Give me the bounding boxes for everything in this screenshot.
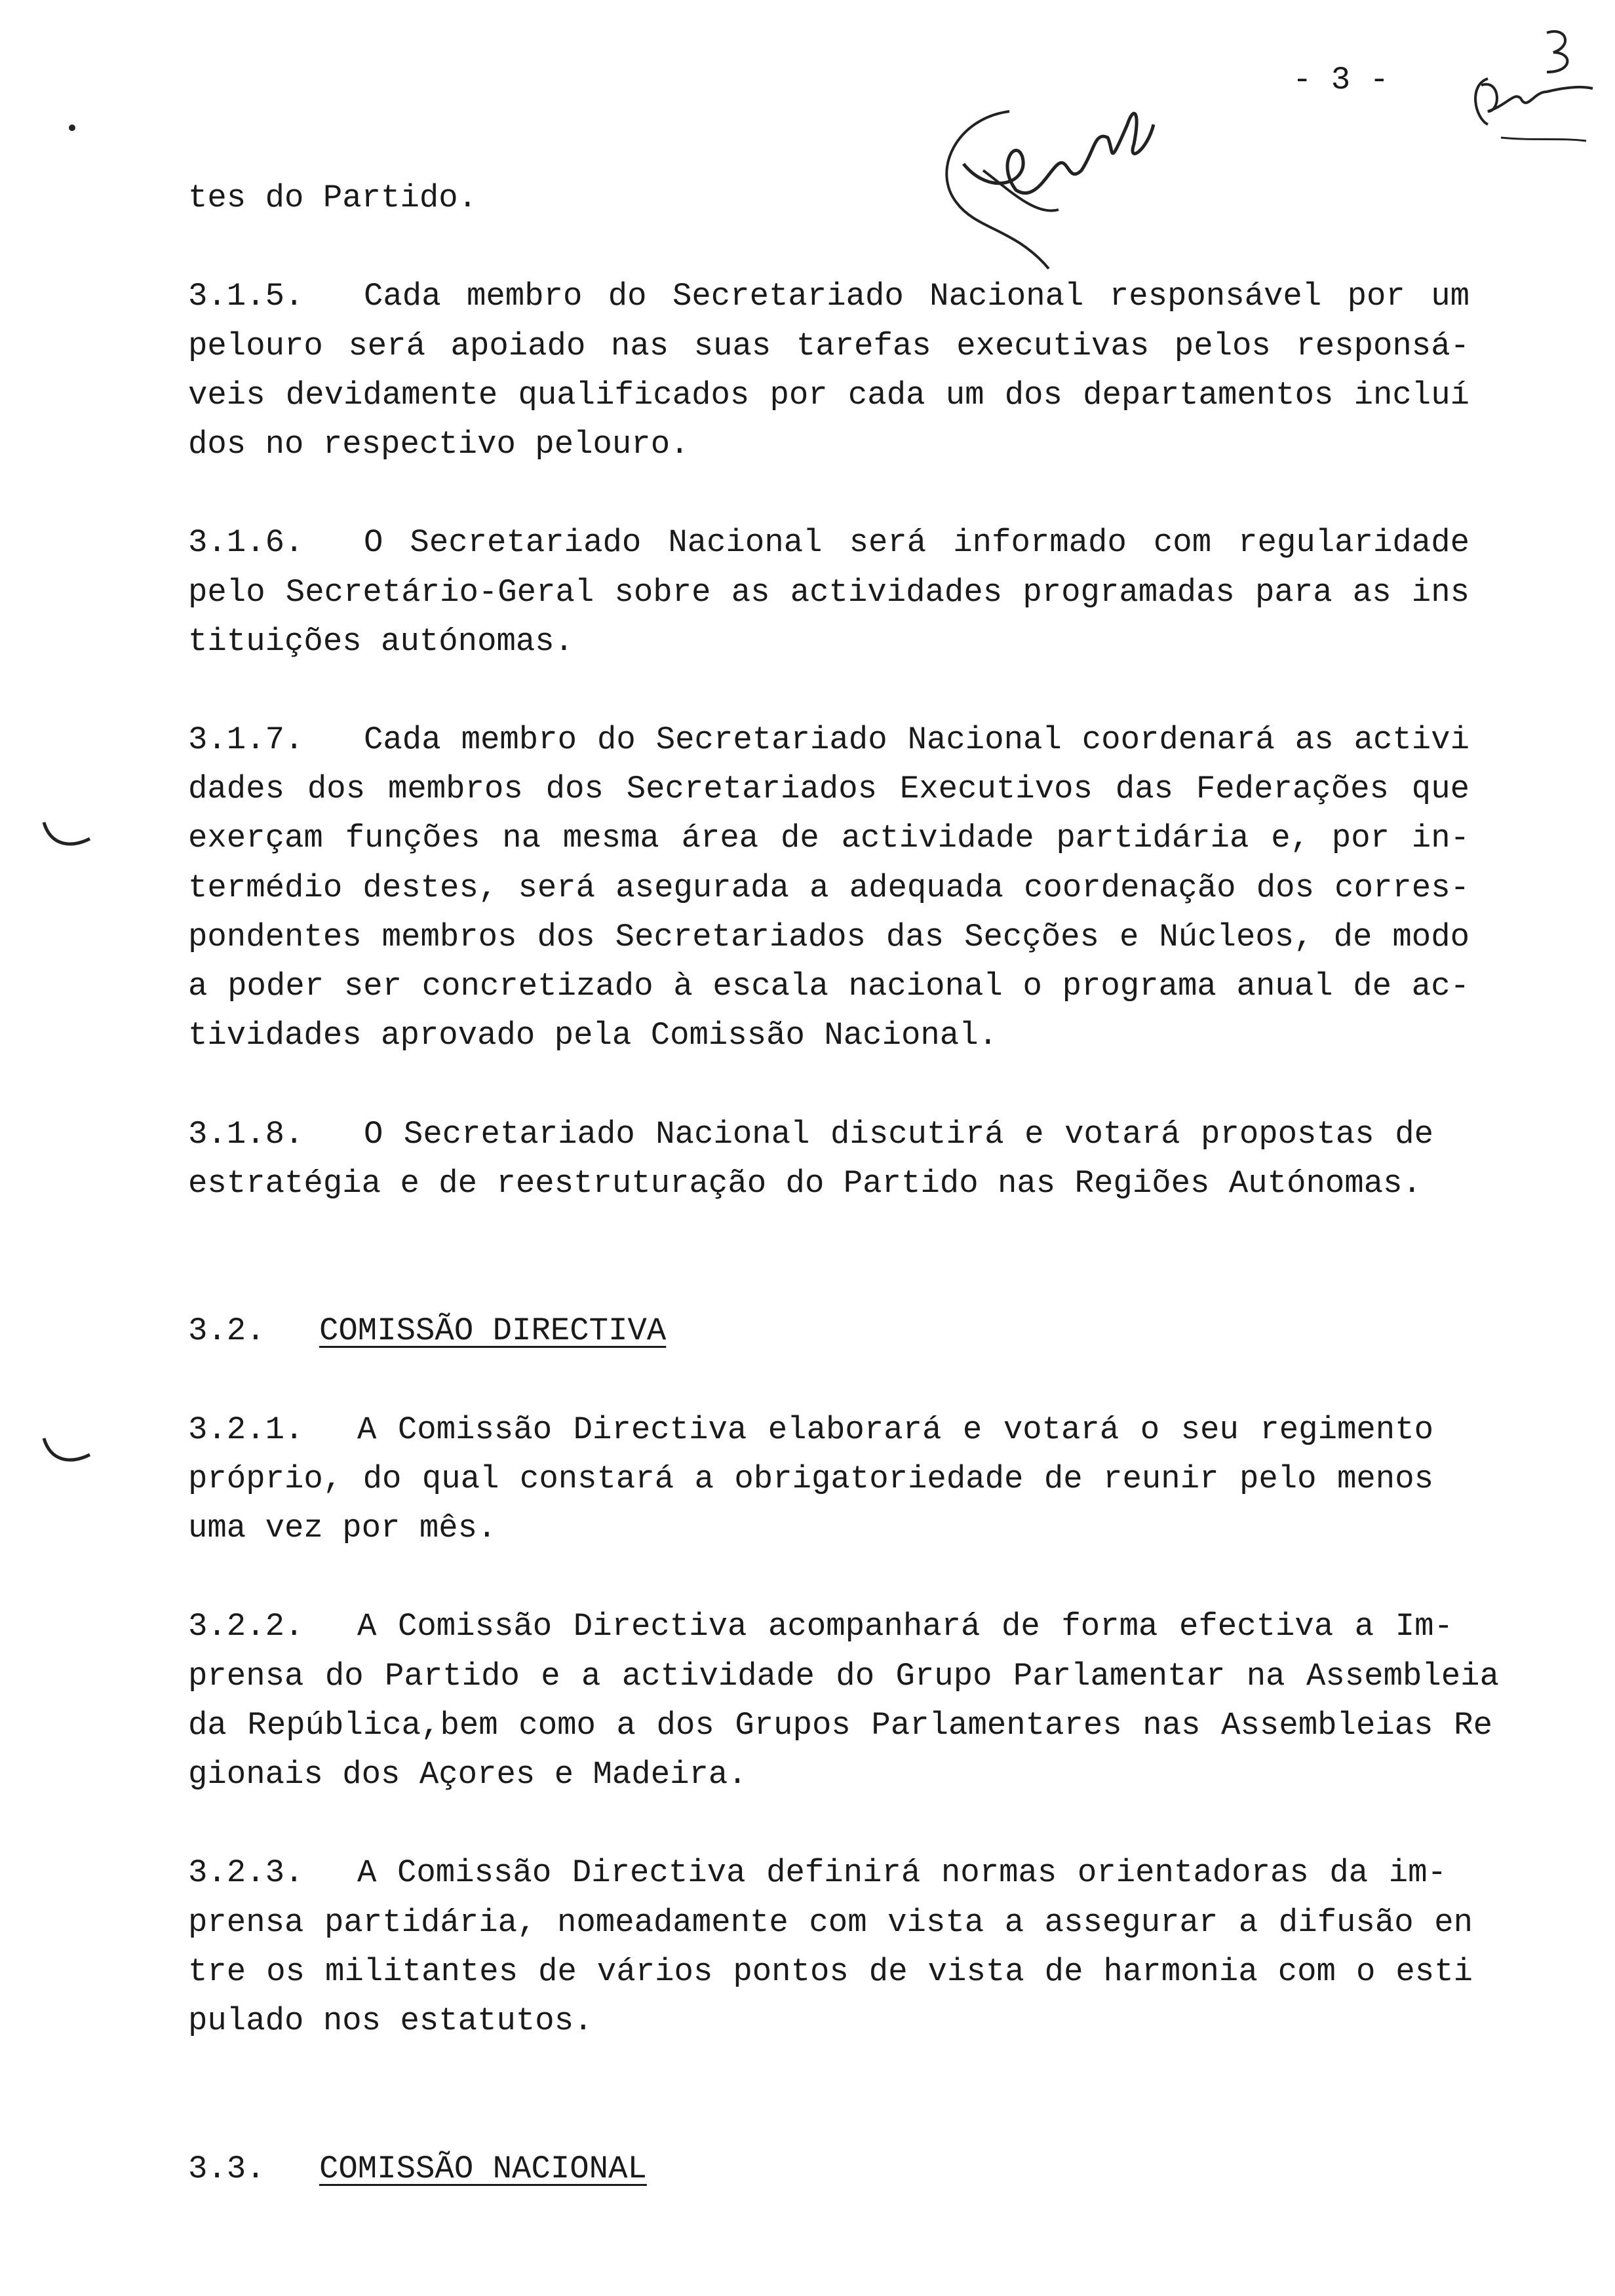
paragraph-3-1-7 <box>188 716 1469 1060</box>
paragraph-line: uma vez por mês. <box>188 1510 497 1547</box>
paragraph-line: tituições autónomas. <box>188 622 574 660</box>
document-body <box>188 174 1499 2194</box>
paragraph-line: pulado nos estatutos. <box>188 2002 593 2039</box>
section-title: COMISSÃO DIRECTIVA <box>319 1312 667 1350</box>
paragraph-line: prensa partidária, nomeadamente com vista a assegurar a difusão en <box>188 1904 1473 1941</box>
paragraph-number: 3.1.5. <box>188 278 304 315</box>
paragraph-3-2-2 <box>188 1602 1499 1799</box>
section-heading-3-2 <box>188 1307 1469 1356</box>
paragraph-number: 3.2.2. <box>188 1608 304 1645</box>
paragraph-line: dades dos membros dos Secretariados Executivos das Federações que <box>188 771 1469 808</box>
paragraph-3-2-3 <box>188 1848 1473 2046</box>
paragraph-line: da República,bem como a dos Grupos Parlamentares nas Assembleias Re <box>188 1706 1492 1744</box>
paragraph-line: pelo Secretário-Geral sobre as actividades programadas para as ins <box>188 573 1469 611</box>
paragraph-line: exerçam funções na mesma área de actividade partidária e, por in- <box>188 820 1469 857</box>
paragraph-line: Cada membro do Secretariado Nacional responsável por um <box>364 278 1469 315</box>
paragraph-line: A Comissão Directiva acompanhará de forma efectiva a Im- <box>357 1608 1453 1645</box>
paragraph-line: A Comissão Directiva elaborará e votará o seu regimento <box>357 1411 1433 1448</box>
paragraph-line: A Comissão Directiva definirá normas orientadoras da im- <box>357 1854 1447 1892</box>
paragraph-line: Cada membro do Secretariado Nacional coordenará as activi <box>364 721 1469 759</box>
paragraph-line: veis devidamente qualificados por cada um dos departamentos incluí <box>188 376 1469 413</box>
paragraph-3-1-6 <box>188 518 1469 666</box>
page-number: - 3 - <box>1293 62 1390 98</box>
section-number: 3.2. <box>188 1312 265 1350</box>
paragraph-line: pondentes membros dos Secretariados das Secções e Núcleos, de modo <box>188 918 1469 955</box>
paragraph-line: prensa do Partido e a actividade do Grupo Parlamentar na Assembleia <box>188 1657 1499 1694</box>
margin-check-icon <box>41 819 93 852</box>
paragraph-line: tre os militantes de vários pontos de vista de harmonia com o esti <box>188 1953 1473 1990</box>
paragraph-line: pelouro será apoiado nas suas tarefas executivas pelos responsá- <box>188 327 1469 364</box>
margin-dot-icon <box>66 121 79 134</box>
paragraph-line: dos no respectivo pelouro. <box>188 425 690 463</box>
paragraph-line: termédio destes, será asegurada a adequada coordenação dos corres- <box>188 869 1469 906</box>
paragraph-number: 3.2.1. <box>188 1411 304 1448</box>
paragraph-line: a poder ser concretizado à escala nacional o programa anual de ac- <box>188 968 1469 1004</box>
section-number: 3.3. <box>188 2150 265 2187</box>
paragraph-line: O Secretariado Nacional discutirá e votará propostas de <box>364 1115 1433 1153</box>
handwritten-initials-icon <box>1462 13 1606 144</box>
paragraph-3-1-5 <box>188 272 1469 469</box>
paragraph-number: 3.1.6. <box>188 524 304 562</box>
margin-check-icon <box>41 1435 93 1468</box>
intro-line: tes do Partido. <box>188 180 478 216</box>
paragraph-number: 3.2.3. <box>188 1854 304 1892</box>
paragraph-number: 3.1.7. <box>188 721 304 759</box>
section-title: COMISSÃO NACIONAL <box>319 2150 647 2187</box>
paragraph-line: tividades aprovado pela Comissão Nacional. <box>188 1017 998 1054</box>
paragraph-line: próprio, do qual constará a obrigatoriedade de reunir pelo menos <box>188 1460 1433 1497</box>
paragraph-3-1-8 <box>188 1110 1469 1208</box>
section-heading-3-3 <box>188 2145 1469 2194</box>
paragraph-number: 3.1.8. <box>188 1115 304 1153</box>
paragraph-line: estratégia e de reestruturação do Partido nas Regiões Autónomas. <box>188 1164 1422 1202</box>
paragraph-line: O Secretariado Nacional será informado com regularidade <box>364 524 1469 562</box>
paragraph-line: gionais dos Açores e Madeira. <box>188 1756 747 1793</box>
paragraph-3-2-1 <box>188 1406 1469 1554</box>
